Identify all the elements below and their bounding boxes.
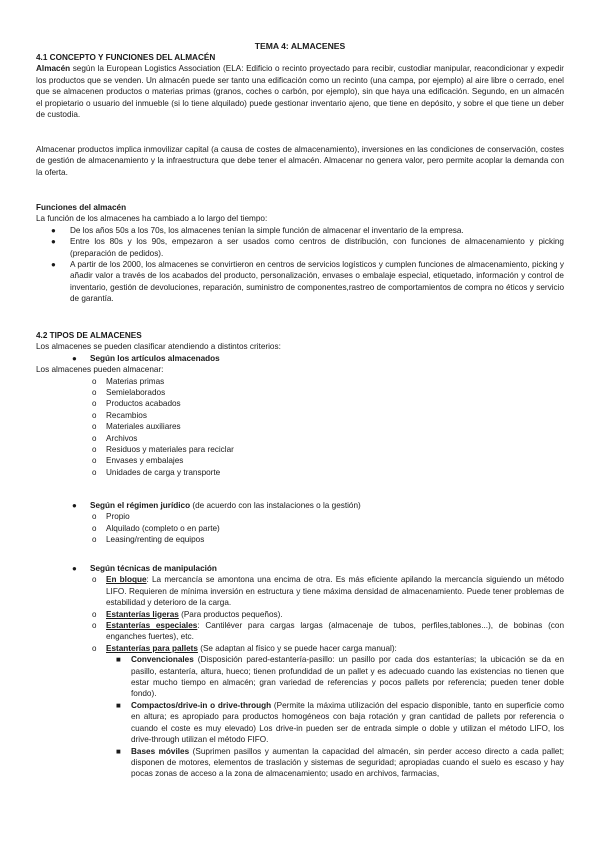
list-item: o Materias primas xyxy=(92,376,165,386)
criterion-regimen xyxy=(36,500,564,546)
funciones-list xyxy=(36,225,564,305)
list-item: o Unidades de carga y transporte xyxy=(92,467,221,477)
circle-bullet-icon: o xyxy=(92,433,97,443)
storage-paragraph xyxy=(36,144,564,178)
list-item: ● Entre los 80s y los 90s, empezaron a ser usados como centros de distribución, con funciones de almacenamiento y picking (preparación de pedidos). xyxy=(51,237,564,258)
section-funciones xyxy=(36,202,564,305)
bullet-icon: ● xyxy=(51,237,56,247)
circle-bullet-icon: o xyxy=(92,621,97,631)
criterion-manipulacion-label: ● Según técnicas de manipulación xyxy=(72,564,217,573)
list-item: o Alquilado (completo o en parte) xyxy=(92,523,220,533)
circle-bullet-icon: o xyxy=(92,422,97,432)
list-item: ● De los años 50s a los 70s, los almacenes tenían la simple función de almacenar el inventario de la empresa. xyxy=(51,225,464,235)
circle-bullet-icon: o xyxy=(92,643,97,653)
circle-bullet-icon: o xyxy=(92,467,97,477)
bullet-icon: ● xyxy=(72,501,77,510)
bullet-icon: ● xyxy=(72,353,77,363)
paragraph-text: Almacenar productos implica inmovilizar capital (a causa de costes de almacenamiento), inversiones en las condiciones de conservación, costes de gestión de almacenamiento y la infraestructura que debe tener el almacén. Almacenar no genera valor, pero permite acoplar la demanda con la oferta. xyxy=(36,145,564,177)
circle-bullet-icon: o xyxy=(92,609,97,619)
subtype-convencionales: ■ Convencionales (Disposición pared-estantería-pasillo: un pasillo por cada dos estanterías; la ubicación se da en pasillo, estantería, altura, hueco; tienen profundidad de un pallet y es adecuado cuando las existencias no tienen que estar mucho tiempo en almacén; gran variedad de referencias y pocos pallets por referencia; pueden tener doble fondo). xyxy=(116,655,564,699)
section-concepto xyxy=(36,52,564,120)
articulos-list xyxy=(36,376,564,479)
list-item: o Envases y embalajes xyxy=(92,456,184,466)
list-item: o Recambios xyxy=(92,410,147,420)
circle-bullet-icon: o xyxy=(92,575,97,585)
type-ligeras: o Estanterías ligeras (Para productos pequeños). xyxy=(92,609,283,619)
circle-bullet-icon: o xyxy=(92,410,97,420)
type-especiales: o Estanterías especiales: Cantiléver para cargas largas (almacenaje de tubos, perfiles,tablones...), de bobinas (con enganches fuertes), etc. xyxy=(92,621,565,642)
list-item: o Materiales auxiliares xyxy=(92,422,181,432)
list-item: o Productos acabados xyxy=(92,399,181,409)
bullet-icon: ● xyxy=(51,225,56,235)
subtype-moviles: ■ Bases móviles (Suprimen pasillos y aumentan la capacidad del almacén, sin perder acceso directo a cada pallet; disponen de motores, elementos de traslación y sistemas de seguridad; apropiadas cuando el suelo es escaso y hay pocas zonas de acceso a la zona de almacenamiento; usado en archivos, farmacias, xyxy=(116,746,564,779)
list-item: o Propio xyxy=(92,512,130,522)
square-bullet-icon: ■ xyxy=(116,746,121,756)
document-title: TEMA 4: ALMACENES xyxy=(254,41,346,51)
circle-bullet-icon: o xyxy=(92,512,97,522)
list-item: o Semielaborados xyxy=(92,388,166,398)
criterion-articulos-intro: Los almacenes pueden almacenar: xyxy=(36,365,164,375)
type-bloque: o En bloque: La mercancía se amontona una encima de otra. Es más eficiente apilando la mercancía siguiendo un método LIFO. Requieren de mínima inversión en estructura y tiene máxima densidad de almacenamiento. Puede tener problemas de estabilidad y deterioro de la carga. xyxy=(92,575,564,608)
definition-term: Almacén xyxy=(36,64,71,74)
regimen-list xyxy=(36,511,564,545)
type-pallets: o Estanterías para pallets (Se adaptan al físico y se puede hacer carga manual): xyxy=(92,643,397,653)
circle-bullet-icon: o xyxy=(92,388,97,398)
definition-paragraph xyxy=(36,63,564,120)
section-heading-4-1: 4.1 CONCEPTO Y FUNCIONES DEL ALMACÉN xyxy=(36,53,216,62)
list-item: o Archivos xyxy=(92,433,138,443)
tipos-intro: Los almacenes se pueden clasificar atendiendo a distintos criterios: xyxy=(36,342,281,352)
circle-bullet-icon: o xyxy=(92,523,97,533)
square-bullet-icon: ■ xyxy=(116,655,121,665)
list-item: ● A partir de los 2000, los almacenes se convirtieron en centros de servicios logísticos y cumplen funciones de almacenamiento, picking y añadir valor a través de los acabados del producto, personalización, envases o embalaje especial, etiquetado, información y control de inventario, gestión de devoluciones, reparación, suministro de componentes,rastreo de comportamientos de compra no éticos y servicio de garantía. xyxy=(51,260,564,304)
circle-bullet-icon: o xyxy=(92,376,97,386)
circle-bullet-icon: o xyxy=(92,535,97,545)
circle-bullet-icon: o xyxy=(92,445,97,455)
square-bullet-icon: ■ xyxy=(116,700,121,710)
subtype-compactos: ■ Compactos/drive-in o drive-through (Permite la máxima utilización del espacio disponible, tanto en superficie como en altura; es apropiado para productos homogéneos con baja rotación y gran cantidad de pallets por referencia o cuando el coste es muy elevado) Los drive-in pueden ser de entrada simple o doble y utilizan el método LIFO, los drive-through utilizan el método FIFO. xyxy=(116,700,564,745)
circle-bullet-icon: o xyxy=(92,399,97,409)
list-item: o Residuos y materiales para reciclar xyxy=(92,445,234,455)
criterion-manipulacion xyxy=(36,563,564,780)
criterion-regimen-label: ● Según el régimen jurídico (de acuerdo con las instalaciones o la gestión) xyxy=(72,501,361,510)
funciones-intro: La función de los almacenes ha cambiado a lo largo del tiempo: xyxy=(36,214,268,224)
list-item: o Leasing/renting de equipos xyxy=(92,535,205,545)
bullet-icon: ● xyxy=(51,260,56,270)
bullet-icon: ● xyxy=(72,564,77,573)
criterion-articulos: ● Según los artículos almacenados xyxy=(72,353,220,363)
section-heading-4-2: 4.2 TIPOS DE ALMACENES xyxy=(36,331,142,340)
section-tipos xyxy=(36,330,564,478)
section-heading-funciones: Funciones del almacén xyxy=(36,203,127,212)
definition-text: según la European Logistics Association (ELA: Edificio o recinto proyectado para recibir, custodiar manipular, reacondicionar y expedir los productos que se venden. Un almacén puede ser tanto una edificación como un recinto (una campa, por ejemplo) al aire libre o cerrado, enel que se almacenen productos o materias primas (granos, coches o carbón, por ejemplo), sin que haya una edificación. Segundo, en un almacén el propietario o usuario del inmueble (si lo tiene alquilado) puede gestionar inventario ajeno, que tiene en depósito, y sobre el que tiene un deber de custodia. xyxy=(36,64,564,120)
circle-bullet-icon: o xyxy=(92,456,97,466)
